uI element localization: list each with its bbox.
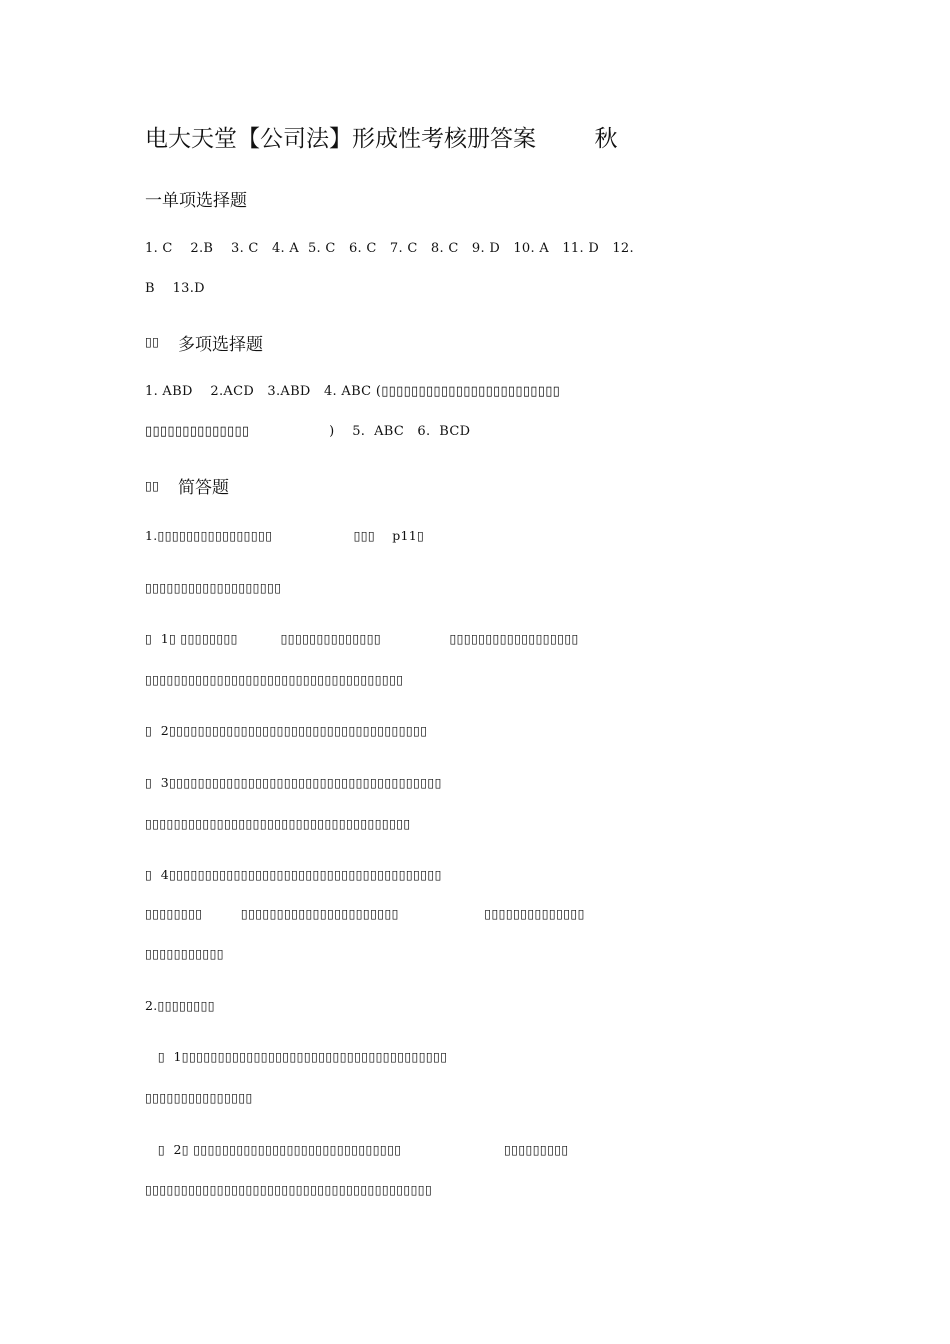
section-heading-multiple-choice: 多项选择题 xyxy=(178,335,263,355)
page-title: 电大天堂【公司法】形成性考核册答案 秋 xyxy=(145,126,618,152)
multiple-choice-answers-line-2: ▯▯▯▯▯▯▯▯▯▯▯▯▯▯ ) 5. ABC 6. BCD xyxy=(145,424,471,439)
answer-text-line: ▯▯▯▯▯▯▯▯▯▯▯▯▯▯▯▯▯▯▯▯▯▯▯▯▯▯▯▯▯▯▯▯▯▯▯▯▯ xyxy=(145,816,411,831)
answer-text-line: ▯▯▯▯▯▯▯▯▯▯▯▯▯▯▯▯▯▯▯▯▯▯▯▯▯▯▯▯▯▯▯▯▯▯▯▯ xyxy=(145,672,404,687)
answer-text-line: ▯ 2▯ ▯▯▯▯▯▯▯▯▯▯▯▯▯▯▯▯▯▯▯▯▯▯▯▯▯▯▯▯▯ ▯▯▯▯▯▯▯▯▯ xyxy=(145,1142,569,1157)
section-heading-short-answer: 简答题 xyxy=(178,478,229,498)
section-number-marker: ▯▯ xyxy=(145,334,160,349)
answer-text-line: 1.▯▯▯▯▯▯▯▯▯▯▯▯▯▯▯▯ ▯▯▯ p11▯ xyxy=(145,528,425,543)
answer-text-line: ▯ 2▯▯▯▯▯▯▯▯▯▯▯▯▯▯▯▯▯▯▯▯▯▯▯▯▯▯▯▯▯▯▯▯▯▯▯▯ xyxy=(145,723,428,738)
answer-text-line: ▯ 3▯▯▯▯▯▯▯▯▯▯▯▯▯▯▯▯▯▯▯▯▯▯▯▯▯▯▯▯▯▯▯▯▯▯▯▯▯▯ xyxy=(145,775,442,790)
answer-text-line: ▯ 1▯▯▯▯▯▯▯▯▯▯▯▯▯▯▯▯▯▯▯▯▯▯▯▯▯▯▯▯▯▯▯▯▯▯▯▯▯ xyxy=(145,1049,448,1064)
single-choice-answers-line-1: 1. C 2.B 3. C 4. A 5. C 6. C 7. C 8. C 9. D 10. A 11. D 12. xyxy=(145,241,634,256)
answer-text-line: ▯ 4▯▯▯▯▯▯▯▯▯▯▯▯▯▯▯▯▯▯▯▯▯▯▯▯▯▯▯▯▯▯▯▯▯▯▯▯▯▯ xyxy=(145,867,442,882)
section-number-marker: ▯▯ xyxy=(145,478,160,493)
single-choice-answers-line-2: B 13.D xyxy=(145,281,205,296)
answer-text-line: ▯ 1▯ ▯▯▯▯▯▯▯▯ ▯▯▯▯▯▯▯▯▯▯▯▯▯▯ ▯▯▯▯▯▯▯▯▯▯▯▯▯▯▯▯▯▯ xyxy=(145,631,579,646)
answer-text-line: ▯▯▯▯▯▯▯▯▯▯▯ xyxy=(145,946,224,961)
answer-text-line: ▯▯▯▯▯▯▯▯▯▯▯▯▯▯▯▯▯▯▯▯▯▯▯▯▯▯▯▯▯▯▯▯▯▯▯▯▯▯▯▯ xyxy=(145,1182,433,1197)
answer-text-line: ▯▯▯▯▯▯▯▯▯▯▯▯▯▯▯ xyxy=(145,1090,253,1105)
multiple-choice-answers-line-1: 1. ABD 2.ACD 3.ABD 4. ABC (▯▯▯▯▯▯▯▯▯▯▯▯▯▯▯▯▯▯▯▯▯▯▯▯ xyxy=(145,384,561,399)
answer-text-line: 2.▯▯▯▯▯▯▯▯ xyxy=(145,998,215,1013)
answer-text-line: ▯▯▯▯▯▯▯▯▯▯▯▯▯▯▯▯▯▯▯ xyxy=(145,580,282,595)
answer-text-line: ▯▯▯▯▯▯▯▯ ▯▯▯▯▯▯▯▯▯▯▯▯▯▯▯▯▯▯▯▯▯▯ ▯▯▯▯▯▯▯▯▯▯▯▯▯▯ xyxy=(145,906,585,921)
section-heading-single-choice: 一单项选择题 xyxy=(145,191,247,211)
